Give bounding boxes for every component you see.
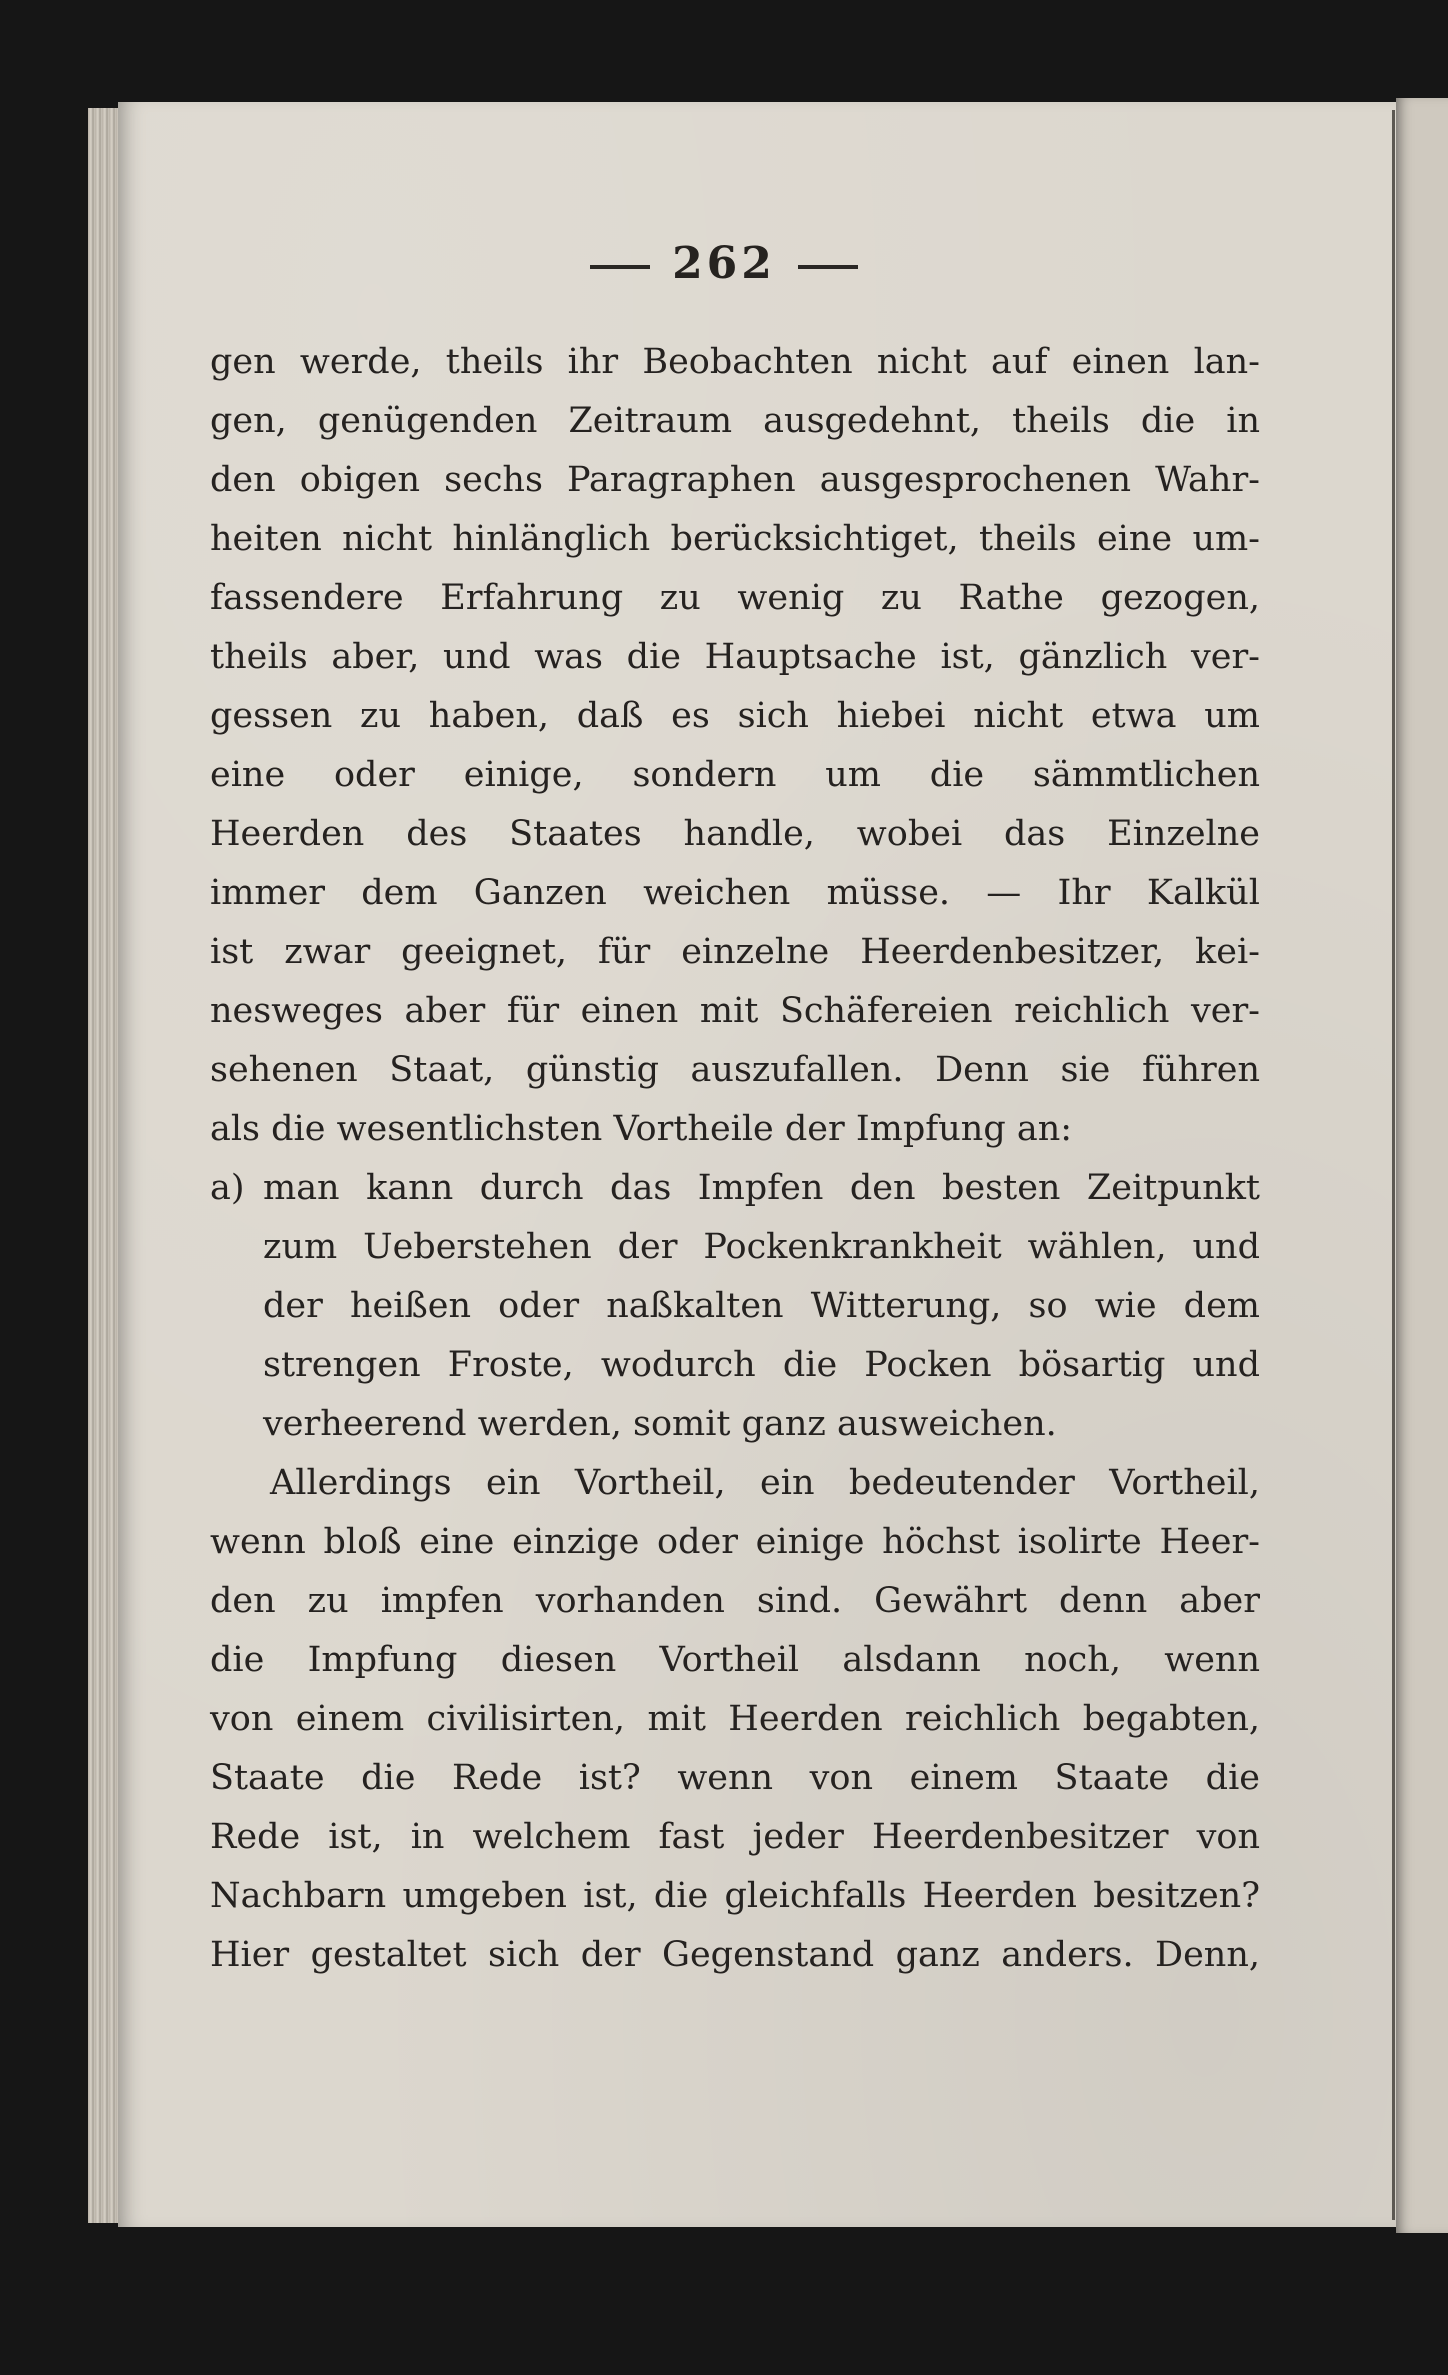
facing-page-edge [1396, 98, 1448, 2233]
text-line: Heerden des Staates handle, wobei das Einzelne [210, 814, 1260, 854]
header-dash-right [798, 265, 858, 269]
page-body [210, 333, 1260, 1985]
text-line: zum Ueberstehen der Pockenkrankheit wählen, und [263, 1227, 1260, 1267]
text-line: fassendere Erfahrung zu wenig zu Rathe gezogen, [210, 578, 1260, 618]
header-dash-left [590, 265, 650, 269]
text-line: den obigen sechs Paragraphen ausgesprochenen Wahr- [210, 460, 1260, 500]
text-line: den zu impfen vorhanden sind. Gewährt denn aber [210, 1581, 1260, 1621]
page-header [0, 238, 1448, 289]
text-line: sehenen Staat, günstig auszufallen. Denn sie führen [210, 1050, 1260, 1090]
text-line: die Impfung diesen Vortheil alsdann noch, wenn [210, 1640, 1260, 1680]
text-line: der heißen oder naßkalten Witterung, so wie dem [263, 1286, 1260, 1326]
text-line: nesweges aber für einen mit Schäfereien reichlich ver- [210, 991, 1260, 1031]
text-line: eine oder einige, sondern um die sämmtlichen [210, 755, 1260, 795]
paragraph-start: Allerdings ein Vortheil, ein bedeutender Vortheil, [270, 1463, 1260, 1503]
text-line: verheerend werden, somit ganz ausweichen. [263, 1404, 1057, 1444]
text-line: wenn bloß eine einzige oder einige höchst isolirte Heer- [210, 1522, 1260, 1562]
text-line: Staate die Rede ist? wenn von einem Staate die [210, 1758, 1260, 1798]
list-marker: a) [210, 1168, 245, 1208]
text-line: strengen Froste, wodurch die Pocken bösartig und [263, 1345, 1260, 1385]
text-line: Hier gestaltet sich der Gegenstand ganz anders. Denn, [210, 1935, 1260, 1975]
text-line: theils aber, und was die Hauptsache ist, gänzlich ver- [210, 637, 1260, 677]
text-line: als die wesentlichsten Vortheile der Impfung an: [210, 1109, 1073, 1149]
text-line: gen, genügenden Zeitraum ausgedehnt, theils die in [210, 401, 1260, 441]
gutter-shadow [1392, 110, 1395, 2220]
text-line: Rede ist, in welchem fast jeder Heerdenbesitzer von [210, 1817, 1260, 1857]
text-line: heiten nicht hinlänglich berücksichtiget, theils eine um- [210, 519, 1260, 559]
text-line: gen werde, theils ihr Beobachten nicht auf einen lan- [210, 342, 1260, 382]
text-line: Nachbarn umgeben ist, die gleichfalls Heerden besitzen? [210, 1876, 1260, 1916]
text-line: immer dem Ganzen weichen müsse. — Ihr Kalkül [210, 873, 1260, 913]
text-line: von einem civilisirten, mit Heerden reichlich begabten, [210, 1699, 1260, 1739]
list-item-text: man kann durch das Impfen den besten Zeitpunkt [263, 1168, 1260, 1208]
page-number: 262 [672, 238, 776, 289]
text-line: gessen zu haben, daß es sich hiebei nicht etwa um [210, 696, 1260, 736]
text-line: ist zwar geeignet, für einzelne Heerdenbesitzer, kei- [210, 932, 1260, 972]
list-item-a [210, 1159, 1260, 1218]
page-edges [88, 108, 120, 2223]
